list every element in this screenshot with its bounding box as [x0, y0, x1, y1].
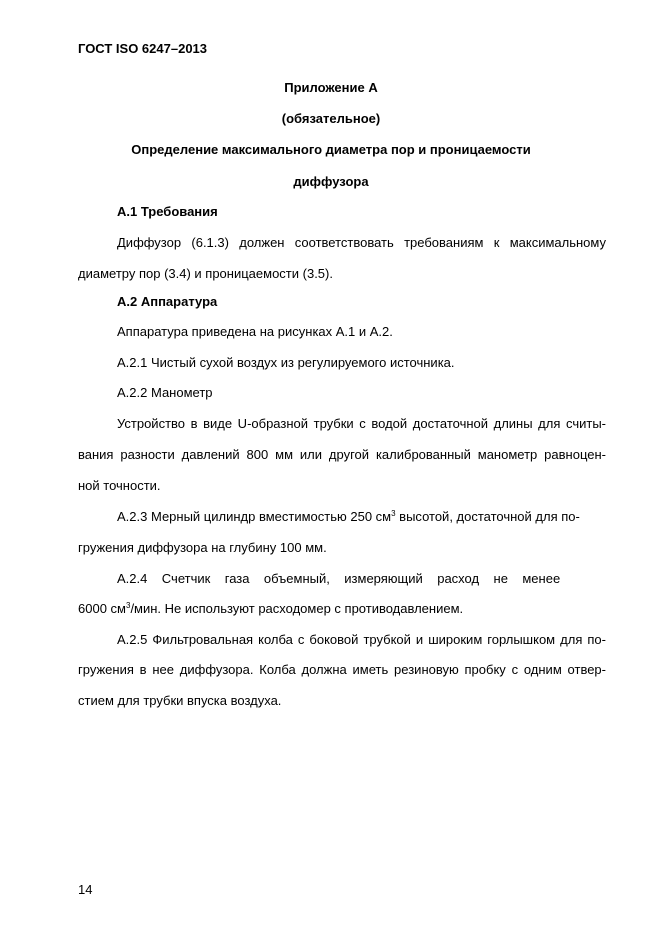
- section-a21: А.2.1 Чистый сухой воздух из регулируемого источника.: [117, 355, 455, 370]
- section-a23-line2: гружения диффузора на глубину 100 мм.: [78, 540, 327, 555]
- a23-text-pre: А.2.3 Мерный цилиндр вместимостью 250 см: [117, 509, 392, 524]
- annex-status: (обязательное): [281, 111, 381, 126]
- section-a25-line1: А.2.5 Фильтровальная колба с боковой трубкой и широким горлышком для по-: [117, 632, 606, 647]
- section-a22-line2: вания разности давлений 800 мм или другой калиброванный манометр равноцен-: [78, 447, 606, 462]
- annex-heading-line2: диффузора: [293, 174, 369, 189]
- a24-superscript: 3: [125, 601, 131, 610]
- page-number: 14: [78, 882, 93, 897]
- a24-text-pre: 6000 см: [78, 601, 126, 616]
- a23-text-post: высотой, достаточной для по-: [395, 509, 580, 524]
- a24-text-post: /мин. Не используют расходомер с противодавлением.: [130, 601, 464, 616]
- section-a22-line1: Устройство в виде U-образной трубки с водой достаточной длины для считы-: [117, 416, 606, 431]
- section-a22-title: А.2.2 Манометр: [117, 385, 213, 400]
- section-a1-text-line1: Диффузор (6.1.3) должен соответствовать требованиям к максимальному: [117, 235, 606, 250]
- section-a25-line2: гружения в нее диффузора. Колба должна иметь резиновую пробку с одним отвер-: [78, 662, 606, 677]
- a23-superscript: 3: [391, 509, 396, 518]
- annex-title: Приложение А: [284, 80, 378, 95]
- section-a23-line1: [117, 509, 606, 524]
- section-a1-title: А.1 Требования: [117, 204, 218, 219]
- annex-heading-line1: Определение максимального диаметра пор и проницаемости: [131, 142, 531, 157]
- section-a2-title: А.2 Аппаратура: [117, 294, 218, 309]
- section-a24-line1: А.2.4 Счетчик газа объемный, измеряющий расход не менее: [117, 571, 561, 586]
- section-a25-line3: стием для трубки впуска воздуха.: [78, 693, 282, 708]
- section-a22-line3: ной точности.: [78, 478, 161, 493]
- section-a2-intro: Аппаратура приведена на рисунках А.1 и А.2.: [117, 324, 393, 339]
- section-a24-line2: [78, 601, 606, 616]
- standard-header: ГОСТ ISO 6247–2013: [78, 41, 208, 56]
- section-a1-text-line2: диаметру пор (3.4) и проницаемости (3.5).: [78, 266, 333, 281]
